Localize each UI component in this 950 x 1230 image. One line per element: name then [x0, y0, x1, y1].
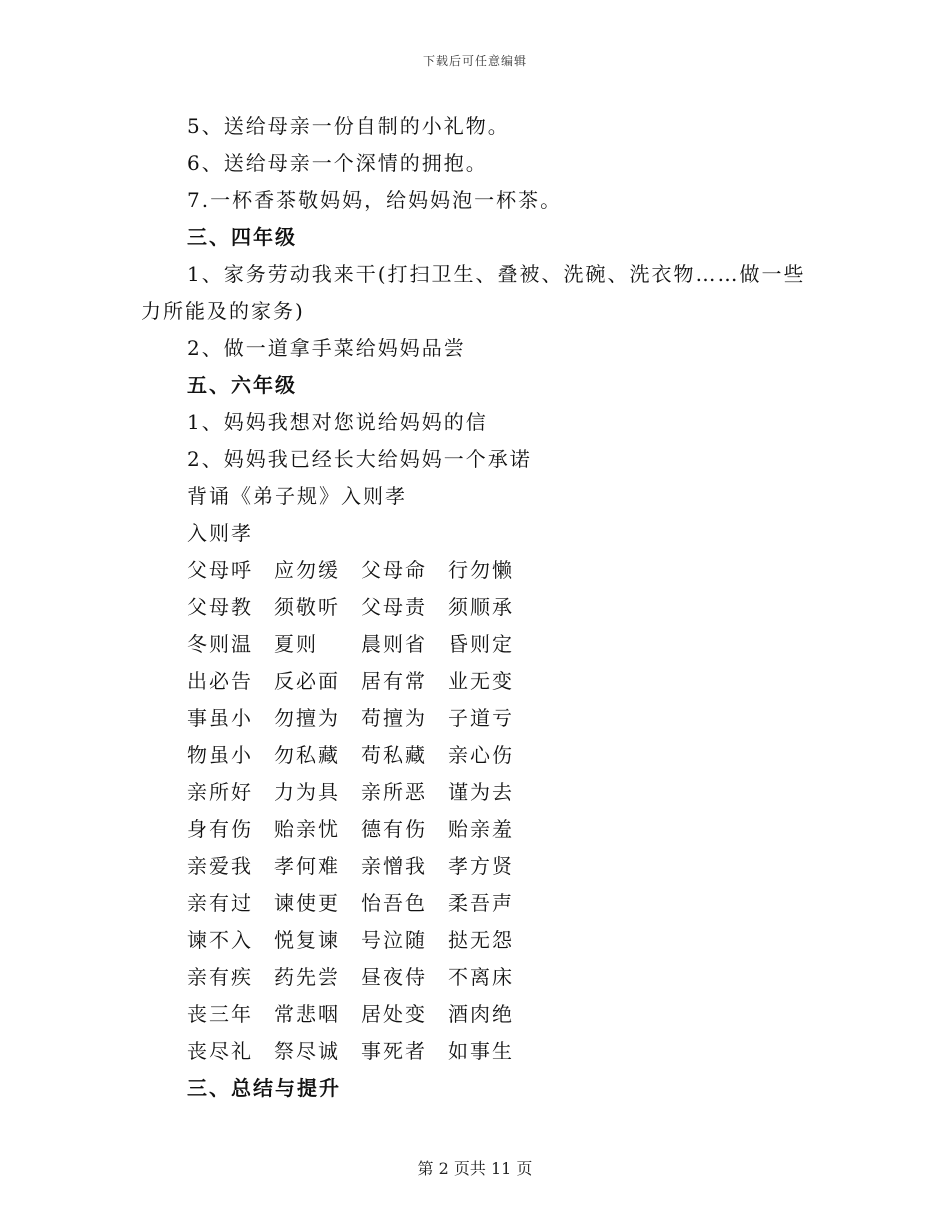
verse-phrase: 事虽小 [187, 706, 253, 730]
verse-line [141, 663, 821, 700]
list-item: 2、做一道拿手菜给妈妈品尝 [187, 336, 466, 360]
verse-phrase: 夏则 [274, 632, 318, 656]
verse-line [141, 700, 821, 737]
verse-phrase: 昼夜侍 [361, 965, 427, 989]
verse-phrase: 子道亏 [448, 706, 514, 730]
list-item: 5、送给母亲一份自制的小礼物。 [187, 114, 510, 138]
verse-phrase: 不离床 [448, 965, 514, 989]
list-item: 2、妈妈我已经长大给妈妈一个承诺 [187, 447, 532, 471]
verse-phrase: 祭尽诚 [274, 1039, 340, 1063]
verse-phrase: 勿私藏 [274, 743, 340, 767]
paragraph: 背诵《弟子规》入则孝 [187, 484, 407, 508]
page-footer: 第 2 页共 11 页 [417, 1159, 533, 1178]
page-header: 下载后可任意编辑 [422, 54, 527, 68]
verse-phrase: 苟私藏 [361, 743, 427, 767]
verse-phrase: 亲心伤 [448, 743, 514, 767]
verse-phrase: 出必告 [187, 669, 253, 693]
verse-phrase: 贻亲忧 [274, 817, 340, 841]
verse-phrase: 药先尝 [274, 965, 340, 989]
verse-line [141, 848, 821, 885]
verse-phrase: 谨为去 [448, 780, 514, 804]
verse-phrase: 父母教 [187, 595, 253, 619]
verse-phrase: 亲有过 [187, 891, 253, 915]
list-item: 1、家务劳动我来干(打扫卫生、叠被、洗碗、洗衣物……做一些 [187, 262, 806, 286]
verse-phrase: 须敬听 [274, 595, 340, 619]
verse-phrase: 力为具 [274, 780, 340, 804]
verse-phrase: 勿擅为 [274, 706, 340, 730]
verse-phrase: 晨则省 [361, 632, 427, 656]
verse-line [141, 552, 821, 589]
verse-phrase: 孝何难 [274, 854, 340, 878]
section-heading: 五、六年级 [187, 373, 297, 397]
list-item: 1、妈妈我想对您说给妈妈的信 [187, 410, 488, 434]
verse-phrase: 冬则温 [187, 632, 253, 656]
document-body [141, 108, 821, 1107]
verse-line [141, 922, 821, 959]
verse-phrase: 柔吾声 [448, 891, 514, 915]
verse-phrase: 丧三年 [187, 1002, 253, 1026]
verse-line [141, 774, 821, 811]
verse-block [141, 552, 821, 1070]
verse-line [141, 1033, 821, 1070]
verse-line [141, 996, 821, 1033]
verse-phrase: 事死者 [361, 1039, 427, 1063]
verse-phrase: 丧尽礼 [187, 1039, 253, 1063]
verse-phrase: 谏不入 [187, 928, 253, 952]
verse-phrase: 挞无怨 [448, 928, 514, 952]
verse-line [141, 811, 821, 848]
verse-phrase: 苟擅为 [361, 706, 427, 730]
verse-phrase: 居处变 [361, 1002, 427, 1026]
verse-line [141, 589, 821, 626]
verse-phrase: 亲所好 [187, 780, 253, 804]
verse-phrase: 怡吾色 [361, 891, 427, 915]
verse-line [141, 626, 821, 663]
list-item-continuation: 力所能及的家务) [141, 299, 305, 323]
section-heading: 三、四年级 [187, 225, 297, 249]
verse-phrase: 亲所恶 [361, 780, 427, 804]
verse-phrase: 德有伤 [361, 817, 427, 841]
list-item: 7.一杯香茶敬妈妈，给妈妈泡一杯茶。 [187, 188, 563, 212]
verse-phrase: 物虽小 [187, 743, 253, 767]
verse-phrase: 应勿缓 [274, 558, 340, 582]
verse-phrase: 业无变 [448, 669, 514, 693]
verse-phrase: 父母命 [361, 558, 427, 582]
verse-phrase: 父母呼 [187, 558, 253, 582]
verse-phrase: 号泣随 [361, 928, 427, 952]
verse-line [141, 959, 821, 996]
verse-phrase: 孝方贤 [448, 854, 514, 878]
verse-phrase: 身有伤 [187, 817, 253, 841]
verse-line [141, 885, 821, 922]
verse-phrase: 酒肉绝 [448, 1002, 514, 1026]
verse-phrase: 亲憎我 [361, 854, 427, 878]
verse-phrase: 如事生 [448, 1039, 514, 1063]
verse-phrase: 反必面 [274, 669, 340, 693]
verse-phrase: 父母责 [361, 595, 427, 619]
verse-phrase: 谏使更 [274, 891, 340, 915]
verse-phrase: 昏则定 [448, 632, 514, 656]
verse-phrase: 常悲咽 [274, 1002, 340, 1026]
verse-title: 入则孝 [187, 521, 253, 545]
verse-phrase: 行勿懒 [448, 558, 514, 582]
verse-phrase: 贻亲羞 [448, 817, 514, 841]
section-heading: 三、总结与提升 [187, 1076, 341, 1100]
verse-phrase: 须顺承 [448, 595, 514, 619]
list-item: 6、送给母亲一个深情的拥抱。 [187, 151, 488, 175]
verse-phrase: 居有常 [361, 669, 427, 693]
verse-phrase: 亲爱我 [187, 854, 253, 878]
verse-line [141, 737, 821, 774]
verse-phrase: 悦复谏 [274, 928, 340, 952]
verse-phrase: 亲有疾 [187, 965, 253, 989]
